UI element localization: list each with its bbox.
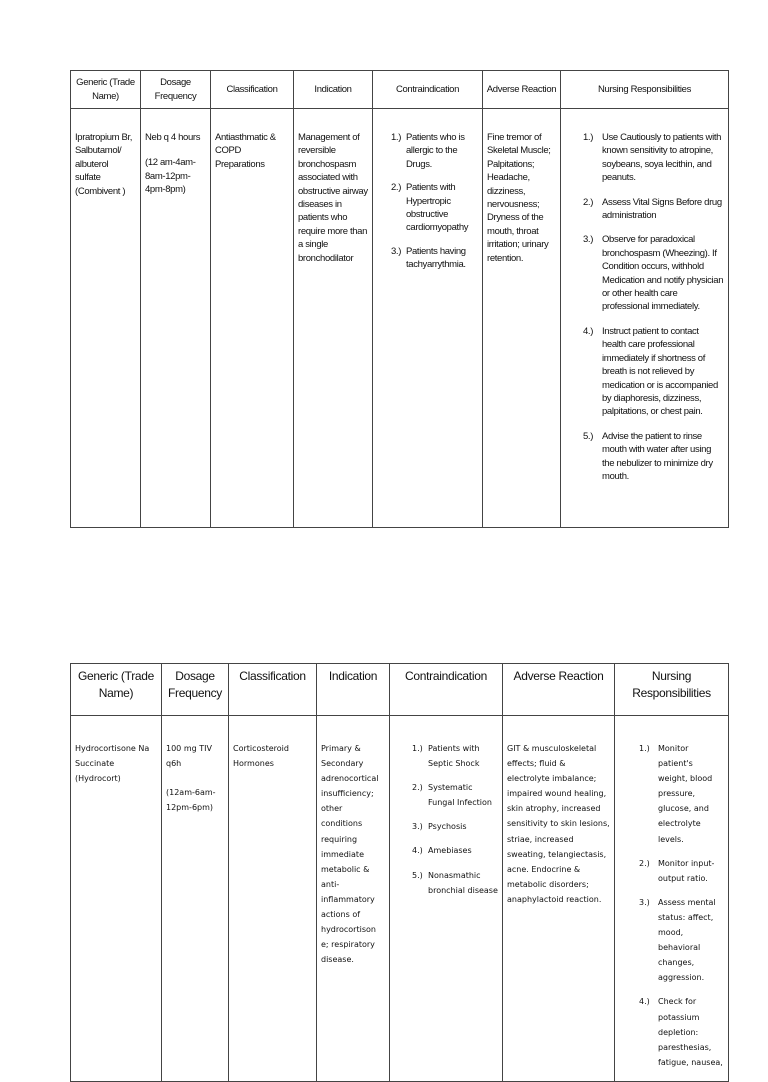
header-classification: Classification	[229, 664, 317, 716]
cell-contraindication	[390, 716, 503, 1082]
list-item: 4.) Amebiases	[412, 846, 472, 856]
list-item: 2.) Assess Vital Signs Before drug administration	[583, 196, 722, 222]
list-item: 3.) Observe for paradoxical bronchospasm (Wheezing). If Condition occurs, withhold Medication and notify physician or other health care professional immediately.	[583, 234, 724, 313]
list-item: 1.) Patients who is allergic to the Drugs.	[391, 132, 465, 170]
list-item: 4.) Instruct patient to contact health care professional immediately if shortness of breath is not relieved by medication or is accompanied by diaphoresis, dizziness, palpitations, or chest pain.	[583, 325, 718, 418]
header-indication: Indication	[294, 71, 373, 109]
dosage-times: (12am-6am-12pm-6pm)	[166, 788, 216, 813]
table-row	[71, 109, 729, 528]
indication-text: Primary & Secondary adrenocortical insufficiency; other conditions requiring immediate metabolic & anti-inflammatory actions of hydrocortison e; respiratory disease.	[321, 744, 379, 965]
classification-text: Corticosteroid Hormones	[233, 744, 289, 769]
list-item: 3.) Patients having tachyarrythmia.	[391, 245, 466, 271]
indication-text: Management of reversible bronchospasm associated with obstructive airway diseases in patients who require more than a single bronchodilator	[298, 132, 368, 264]
list-item: 1.) Use Cautiously to patients with known sensitivity to atropine, soybeans, soya lecithin, and peanuts.	[583, 132, 722, 184]
cell-classification	[211, 109, 294, 528]
header-nursing-responsibilities: Nursing Responsibilities	[615, 664, 729, 716]
list-item: 3.) Psychosis	[412, 822, 467, 832]
header-adverse-reaction: Adverse Reaction	[503, 664, 615, 716]
header-generic: Generic (Trade Name)	[71, 664, 162, 716]
list-item: 2.) Monitor input-output ratio.	[639, 858, 715, 883]
header-contraindication: Contraindication	[390, 664, 503, 716]
list-item: 5.) Advise the patient to rinse mouth with water after using the nebulizer to minimize dry mouth.	[583, 430, 713, 482]
classification-text: Antiasthmatic & COPD Preparations	[215, 132, 276, 170]
header-dosage: Dosage Frequency	[141, 71, 211, 109]
list-item: 1.) Monitor patient's weight, blood pressure, glucose, and electrolyte levels.	[639, 744, 713, 844]
cell-indication	[317, 716, 390, 1082]
cell-adverse-reaction	[483, 109, 561, 528]
table-row	[71, 716, 729, 1082]
list-item: 2.) Patients with Hypertropic obstructive cardiomyopathy	[391, 182, 469, 234]
header-adverse-reaction: Adverse Reaction	[483, 71, 561, 109]
cell-contraindication	[373, 109, 483, 528]
cell-adverse-reaction	[503, 716, 615, 1082]
header-indication: Indication	[317, 664, 390, 716]
header-nursing-responsibilities: Nursing Responsibilities	[561, 71, 729, 109]
adverse-text: GIT & musculoskeletal effects; fluid & electrolyte imbalance; impaired wound healing, skin atrophy, increased sensitivity to skin lesions, striae, increased sweating, telangiectasis, acne. Endocrine & metabolic disorders; anaphylactoid reaction.	[507, 744, 610, 904]
drug-table-ipratropium	[70, 70, 729, 528]
dosage-times: (12 am-4am-8am-12pm-4pm-8pm)	[145, 157, 196, 196]
cell-nursing-responsibilities	[561, 109, 729, 528]
cell-dosage	[162, 716, 229, 1082]
header-contraindication: Contraindication	[373, 71, 483, 109]
adverse-text: Fine tremor of Skeletal Muscle; Palpitations; Headache, dizziness, nervousness; Dryness of the mouth, throat irritation; urinary retention.	[487, 132, 551, 264]
cell-indication	[294, 109, 373, 528]
cell-generic	[71, 109, 141, 528]
header-dosage: Dosage Frequency	[162, 664, 229, 716]
list-item: 3.) Assess mental status: affect, mood, behavioral changes, aggression.	[639, 897, 716, 983]
drug-table-hydrocortisone	[70, 663, 729, 1082]
generic-name: Hydrocortisone Na Succinate (Hydrocort)	[75, 744, 150, 784]
table-header-row	[71, 664, 729, 716]
list-item: 4.) Check for potassium depletion: paresthesias, fatigue, nausea,	[639, 997, 723, 1067]
list-item: 5.) Nonasmathic bronchial disease	[412, 870, 498, 895]
cell-dosage	[141, 109, 211, 528]
cell-generic	[71, 716, 162, 1082]
table-header-row	[71, 71, 729, 109]
header-classification: Classification	[211, 71, 294, 109]
dosage-frequency: Neb q 4 hours	[145, 132, 201, 143]
cell-nursing-responsibilities	[615, 716, 729, 1082]
header-generic: Generic (Trade Name)	[71, 71, 141, 109]
list-item: 2.) Systematic Fungal Infection	[412, 783, 492, 808]
generic-name: Ipratropium Br, Salbutamol/ albuterol sulfate (Combivent )	[75, 132, 133, 197]
list-item: 1.) Patients with Septic Shock	[412, 744, 480, 769]
dosage-frequency: 100 mg TIV q6h	[166, 744, 212, 769]
cell-classification	[229, 716, 317, 1082]
